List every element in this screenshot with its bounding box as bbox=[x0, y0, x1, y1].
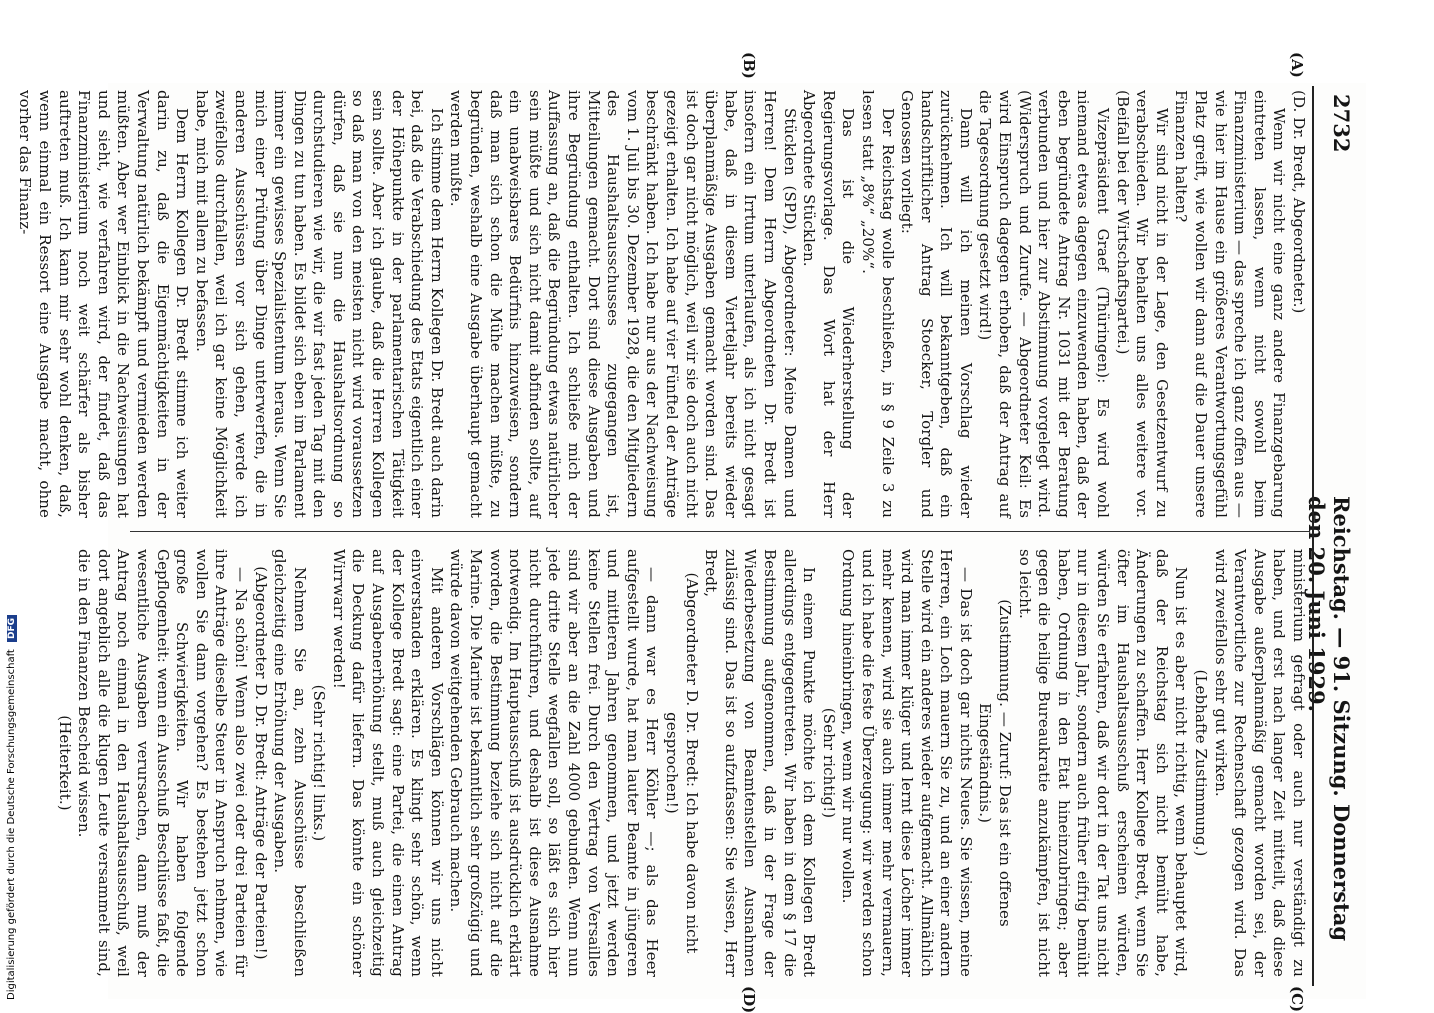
paragraph: — Na schön! Wenn also zwei oder drei Parteien für ihre Anträge dieselbe Steuer in Anspruch nehmen, wie wollen Sie dann vorgehen? Es bestehen jetzt schon große Schwierigkeiten. Wir haben folgende Gepflogenheit: wenn ein Ausschuß Beschlüsse faßt, die wesentliche Ausgaben verursachen, dann muß der Antrag noch einmal in den Haushaltsausschuß, weil dort angeblich alle die klugen Leute versammelt sind, die in den Finanzen Bescheid wissen. bbox=[75, 549, 250, 977]
page-header bbox=[1304, 86, 1358, 986]
header-rule bbox=[1312, 86, 1314, 986]
margin-mark-c: (C) bbox=[1288, 986, 1306, 1013]
paragraph: (D. Dr. Bredt, Abgeordneter.) bbox=[1290, 90, 1308, 314]
paragraph: ministerium gefragt oder auch nur verständigt zu haben, und erst nach langer Zeit mitteilt, daß diese Ausgabe außerplanmäßig gemacht worden sei, der Verantwortliche zur Rechenschaft gezogen wird. Das wird zweifellos sehr gut wirken. bbox=[1211, 549, 1308, 977]
paragraph: (Abgeordneter D. Dr. Bredt: Anträge der Parteien!) bbox=[251, 566, 270, 960]
right-text-column bbox=[55, 549, 1308, 977]
paragraph: Dann will ich meinen Vorschlag wieder zurücknehmen. Ich will bekanntgeben, daß ein handschriftlicher Antrag Stoecker, Torgler und Genossen vorliegt: bbox=[898, 90, 975, 518]
paragraph: (Abgeordneter D. Dr. Bredt: Ich habe davon nicht gesprochen!) bbox=[663, 572, 701, 954]
page-number: 2732 bbox=[1329, 94, 1354, 153]
paragraph: (Lebhafte Zustimmung.) bbox=[1192, 669, 1211, 857]
paragraph: Wenn wir nicht eine ganz andere Finanzgebarung eintreten lassen, wenn nicht sowohl beim Finanzministerium — das spreche ich ganz offen aus — wie hier im Hause ein größeres Verantwortungsgefühl Platz greift, wie wollen wir dann auf die Dauer unsere Finanzen halten? bbox=[1172, 90, 1289, 518]
column-divider bbox=[130, 531, 1310, 532]
paragraph: (Heiterkeit.) bbox=[55, 715, 74, 811]
paragraph: Vizepräsident Graef (Thüringen): Es wird wohl niemand etwas dagegen einzuwenden haben, daß der eben begründete Antrag Nr. 1031 mit der Beratung verbunden und hier zur Abstimmung vorgelegt wird. (Widerspruch und Zurufe. — Abgeordneter Keil: Es wird Einspruch dagegen erhoben, daß der Antrag auf die Tagesordnung gesetzt wird!) bbox=[976, 90, 1113, 518]
paragraph: Der Reichstag wolle beschließen, in § 9 Zeile 3 zu lesen statt „8%“ „20%“. bbox=[858, 90, 897, 518]
paragraph: Mit anderen Vorschlägen können wir uns nicht einverstanden erklären. Es klingt sehr schön, wenn der Kollege Bredt sagt: eine Partei, die einen Antrag auf Ausgabenerhöhung stellt, muß auch gleichzeitig die Deckung dafür liefern. Das könnte ein schöner Wirrwarr werden! bbox=[329, 549, 446, 977]
paragraph: In einem Punkte möchte ich dem Kollegen Bredt allerdings entgegentreten. Wir haben in dem § 17 die Bestimmung aufgenommen, daß in der Frage der Wiederbesetzung von Beamtenstellen Ausnahmen zulässig sind. Das ist so aufzufassen: Sie wissen, Herr Bredt, bbox=[702, 549, 819, 977]
paragraph: Nun ist es aber nicht richtig, wenn behauptet wird, daß der Reichstag sich nicht bemüht habe, Änderungen zu schaffen. Herr Kollege Bredt, wenn Sie öfter im Haushaltsausschuß erscheinen würden, würden Sie erfahren, daß wir dort in der Tat uns nicht nur in diesem Jahr, sondern auch früher eifrig bemüht haben, Ordnung in den Etat hineinzubringen; aber gegen die heilige Bureaukratie anzukämpfen, ist nicht so leicht. bbox=[1015, 549, 1191, 977]
paragraph: (Sehr richtig! links.) bbox=[310, 684, 329, 842]
paragraph: (Sehr richtig!) bbox=[819, 707, 838, 819]
paragraph: Stücklen (SPD), Abgeordneter: Meine Damen und Herren! Dem Herrn Abgeordneten Dr. Bredt ist insofern ein Irrtum unterlaufen, als ich nicht gesagt habe, daß in diesem Vierteljahr bereits wieder überplanmäßige Ausgaben gemacht worden sind. Das ist doch gar nicht möglich, weil wir sie doch auch nicht gezeigt erhalten. Ich habe auf vier Fünftel der Anträge beschränkt haben. Ich habe nur aus der Nachweisung vom 1. Juli bis 30. Dezember 1928, die den Mitgliedern des Haushaltsausschusses zugegangen ist, Mitteilungen gemacht. Dort sind diese Ausgaben und ihre Begründung enthalten. Ich schließe mich der Auffassung an, daß die Begründung etwas natürlicher sein müßte und sich nicht damit abfinden sollte, auf ein unabweisbares Bedürfnis hinzuweisen, sondern daß man sich schon die Mühe machen müßte, zu begründen, weshalb eine Ausgabe überhaupt gemacht werden mußte. bbox=[447, 90, 799, 518]
digitization-credit bbox=[6, 0, 17, 1000]
paragraph: Wir sind nicht in der Lage, den Gesetzentwurf zu verabschieden. Wir behalten uns alles weitere vor. (Beifall bei der Wirtschaftspartei.) bbox=[1113, 90, 1171, 518]
dfg-logo: DFG bbox=[7, 615, 17, 642]
margin-mark-a: (A) bbox=[1288, 52, 1306, 78]
paragraph: Nehmen Sie an, zehn Ausschüsse beschließen gleichzeitig eine Erhöhung der Ausgaben. bbox=[271, 549, 309, 977]
credit-text: Digitalisierung gefördert durch die Deutsche Forschungsgemeinschaft bbox=[6, 649, 17, 1000]
paragraph: Das ist die Wiederherstellung der Regierungsvorlage. Das Wort hat der Herr Abgeordnete Stücklen. bbox=[800, 90, 858, 518]
paragraph: — Das ist doch gar nichts Neues. Sie wissen, meine Herren, ein Loch mauern Sie zu, und an einer andern Stelle wird ein anderes wieder aufgemacht. Allmählich wird man immer klüger und lernt diese Löcher immer mehr kennen, wird sie auch immer mehr vermauern, und ich habe die feste Überzeugung: wir werden schon Ordnung hineinbringen, wenn wir nur wollen. bbox=[839, 549, 975, 977]
margin-mark-b: (B) bbox=[740, 52, 758, 79]
running-title: Reichstag. — 91. Sitzung. Donnerstag den 20. Juni 1929. bbox=[1304, 496, 1354, 942]
paragraph: Ich stimme dem Herrn Kollegen Dr. Bredt auch darin bei, daß die Verabschiedung des Etats eigentlich einer der Höhepunkte in der parlamentarischen Tätigkeit sein sollte. Aber ich glaube, daß die Herren Kollegen so daß man von den meisten nicht wird voraussetzen dürfen, daß sie nun die Haushaltsordnung so durchstudieren wie wir, die wir fast jeden Tag mit den Dingen zu tun haben. Es bildet sich eben im Parlament immer ein gewisses Spezialistentum heraus. Wenn Sie mich einer Prüfung über Dinge unterwerfen, die in anderen Ausschüssen vor sich gehen, werde ich zweifellos durchfallen, weil ich gar keine Möglichkeit habe, mich mit allem zu befassen. bbox=[192, 90, 446, 518]
rotated-page-content bbox=[16, 52, 1358, 1013]
paragraph: — dann war es Herr Köhler —; als das Heer aufgestellt wurde, hat man lauter Beamte in jüngeren und mittleren Jahren genommen, und jetzt werden keine Stellen frei. Durch den Vertrag von Versailles sind wir aber an die Zahl 4000 gebunden. Wenn nun jede dritte Stelle wegfallen soll, so läßt es sich hier nicht durchführen, und deshalb ist diese Ausnahme notwendig. Im Hauptausschuß ist ausdrücklich erklärt worden, die Bestimmung beziehe sich nicht auf die Marine. Die Marine ist bekanntlich sehr großzügig und würde davon weitgehenden Gebrauch machen. bbox=[447, 549, 662, 977]
paragraph: (Zustimmung. — Zuruf: Das ist ein offenes Eingeständnis.) bbox=[976, 599, 1015, 927]
paragraph: Dem Herrn Kollegen Dr. Bredt stimme ich weiter darin zu, daß die Eigenmächtigkeiten in der Verwaltung natürlich bekämpft und vermieden werden müßten. Aber wer Einblick in die Nachweisungen hat und sieht, wie verfahren wird, der findet, daß das Finanzministerium noch weit schärfer als bisher auftreten muß. Ich kann mir sehr wohl denken, daß, wenn einmal ein Ressort eine Ausgabe macht, ohne vorher das Finanz- bbox=[16, 90, 192, 518]
left-text-column bbox=[16, 90, 1308, 518]
margin-mark-d: (D) bbox=[740, 986, 758, 1013]
